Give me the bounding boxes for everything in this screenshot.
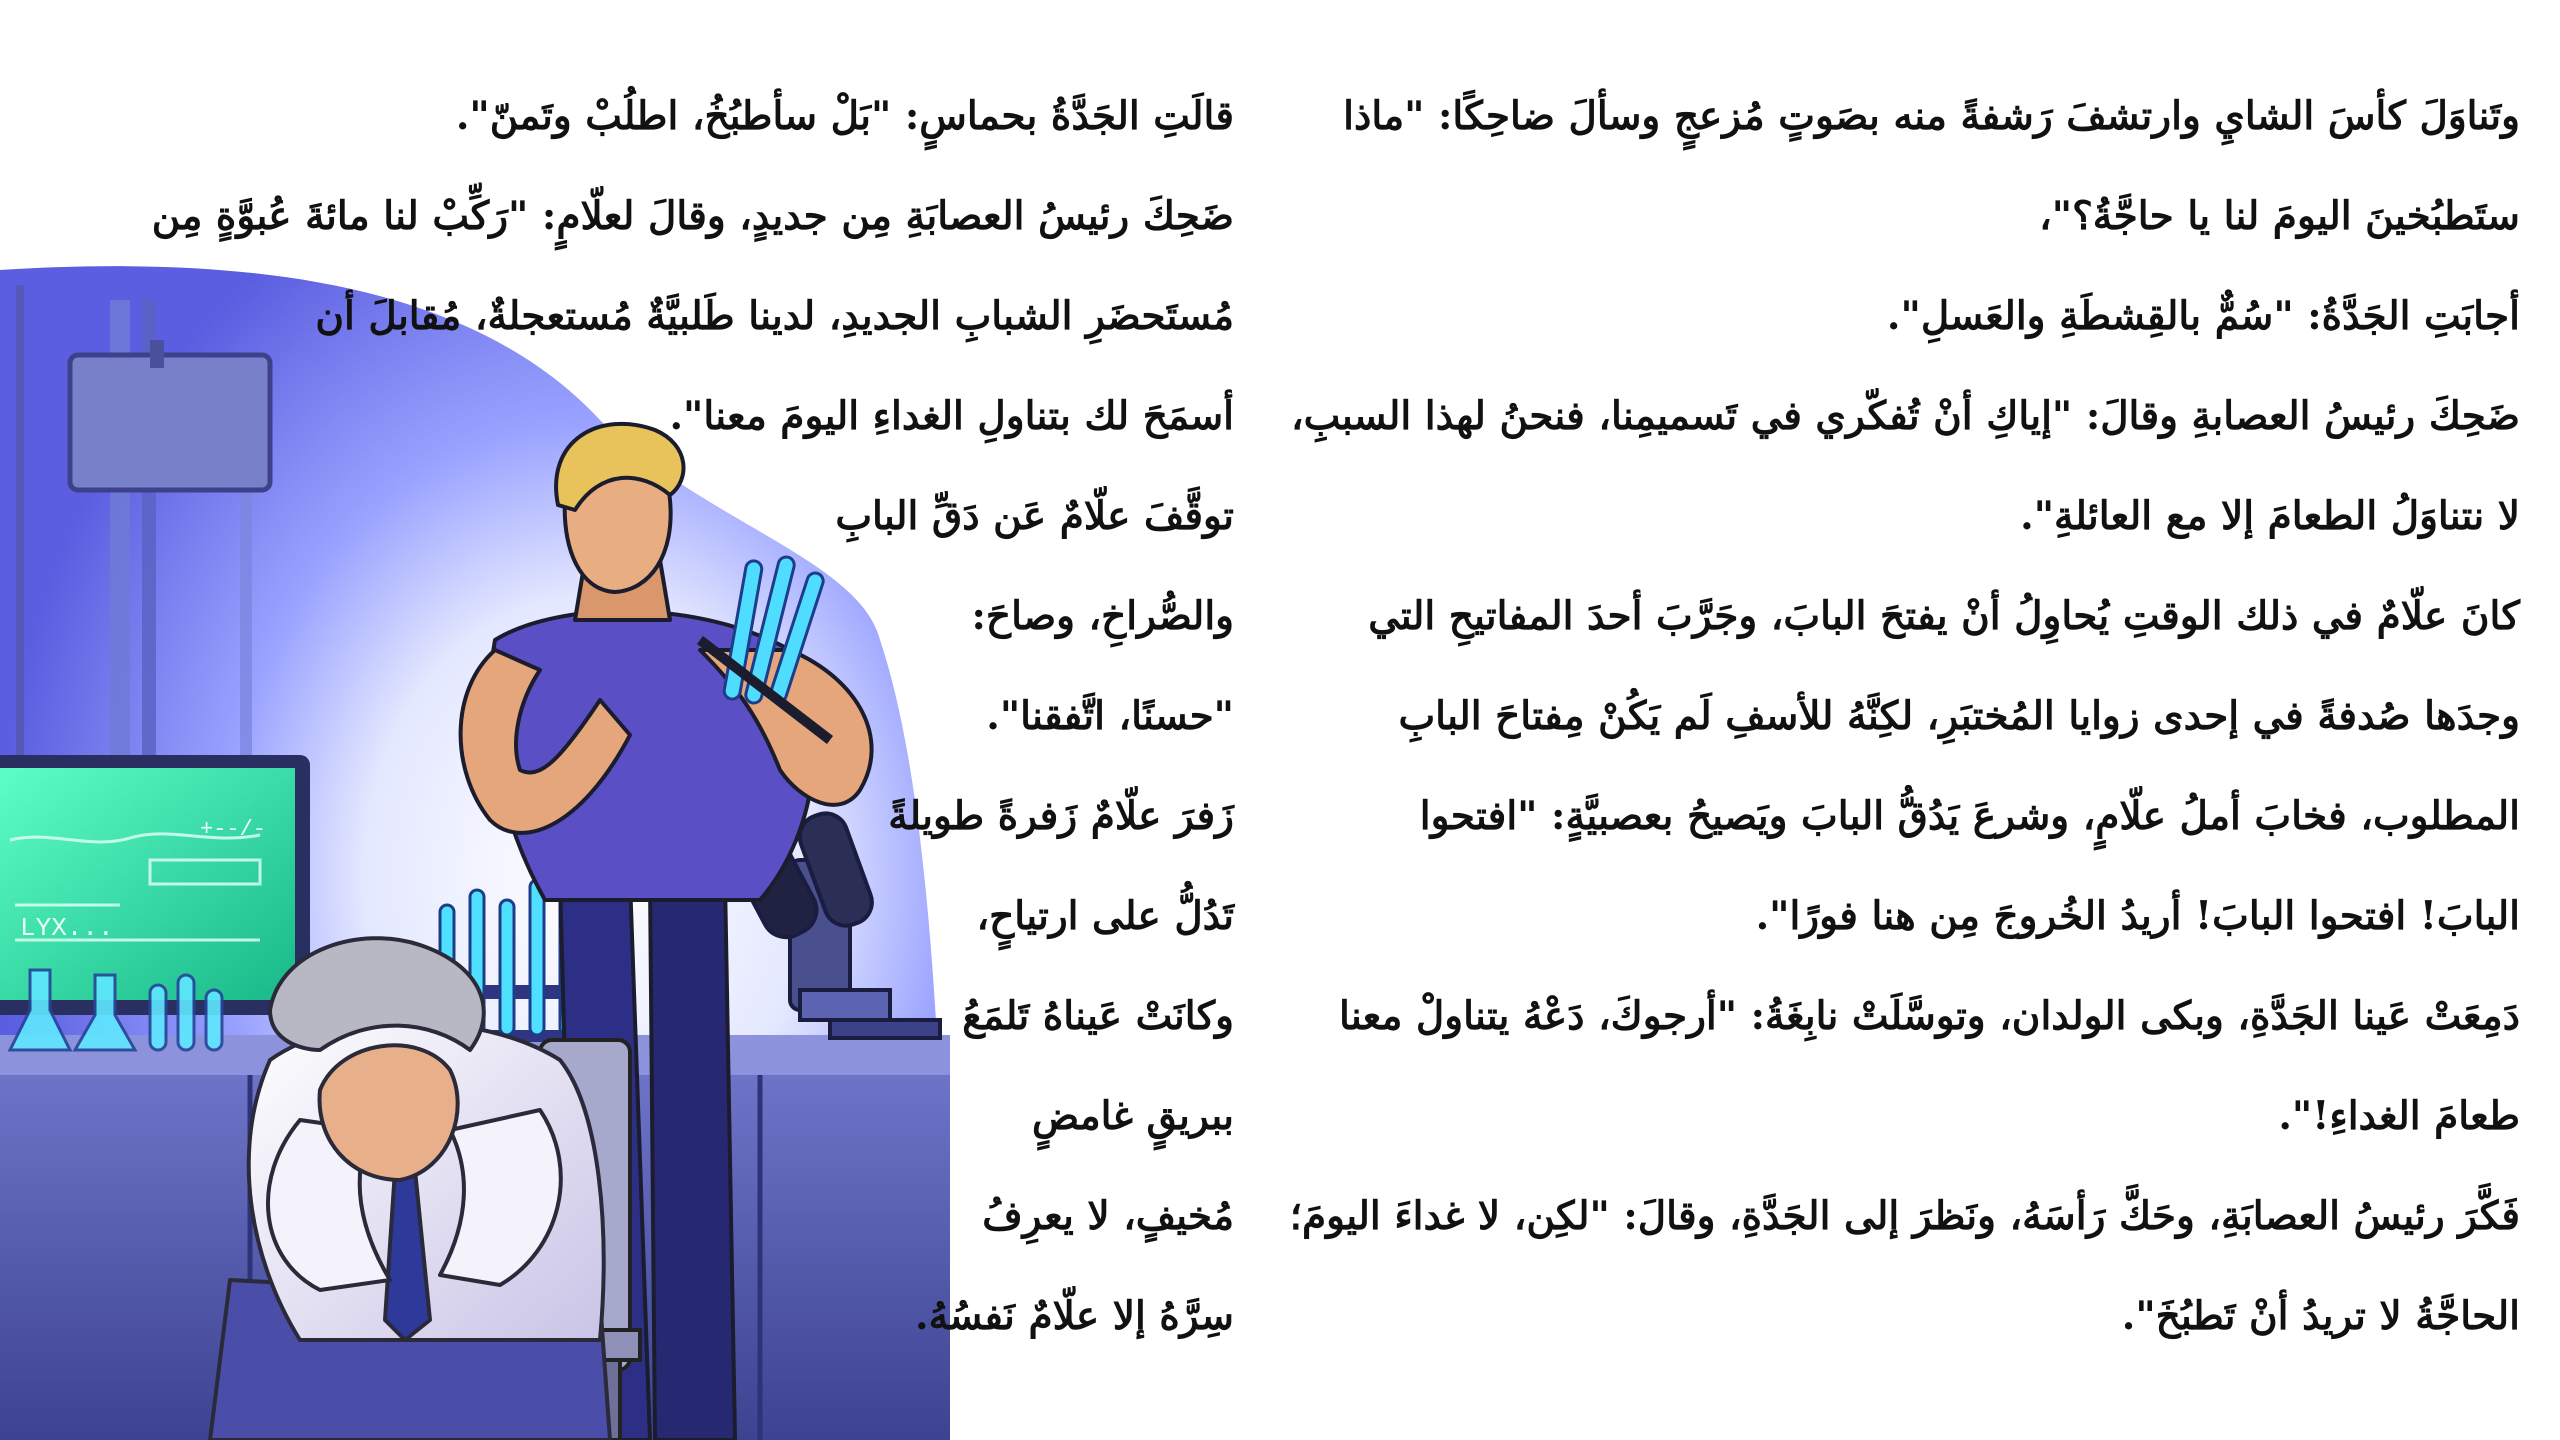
- left-line-1: قالَتِ الجَدَّةُ بحماسٍ: "بَلْ سأطبُخُ، اطلُبْ وتَمنّ".: [455, 93, 1234, 139]
- left-line-10: وكانَتْ عَيناهُ تَلمَعُ: [962, 993, 1234, 1039]
- right-line-2: ستَطبُخينَ اليومَ لنا يا حاجَّةُ؟"،: [2039, 193, 2520, 239]
- right-line-5: لا نتناوَلُ الطعامَ إلا مع العائلةِ".: [2020, 493, 2520, 539]
- right-line-3: أجابَتِ الجَدَّةُ: "سُمٌّ بالقِشطَةِ والعَسلِ".: [1886, 293, 2520, 339]
- right-line-7: وجدَها صُدفةً في إحدى زوايا المُختبَرِ، لكِنَّهُ للأسفِ لَم يَكُنْ مِفتاحَ البابِ: [1398, 693, 2520, 739]
- screen-symbols-text: +--/-: [200, 817, 267, 842]
- right-line-6: كانَ علّامٌ في ذلك الوقتِ يُحاوِلُ أنْ يفتحَ البابَ، وجَرَّبَ أحدَ المفاتيحِ التي: [1368, 593, 2520, 639]
- left-line-8: زَفرَ علّامٌ زَفرةً طويلةً: [888, 793, 1234, 839]
- left-line-12: مُخيفٍ، لا يعرِفُ: [982, 1193, 1234, 1239]
- left-line-3: مُستَحضَرِ الشبابِ الجديدِ، لدينا طَلبيَّةٌ مُستعجلةٌ، مُقابلَ أن: [315, 293, 1234, 339]
- left-line-6: والصُّراخِ، وصاحَ:: [971, 593, 1234, 639]
- left-page-text: [34, 66, 1234, 1366]
- left-line-5: توقَّفَ علّامٌ عَن دَقِّ البابِ: [835, 493, 1234, 539]
- right-line-10: دَمِعَتْ عَينا الجَدَّةِ، وبكى الولدان، وتوسَّلَتْ نابِغَةُ: "أرجوكَ، دَعْهُ يتناولْ معنا: [1339, 993, 2520, 1039]
- left-line-7: "حسنًا، اتَّفقنا".: [986, 693, 1234, 739]
- left-line-9: تَدُلُّ على ارتياحٍ،: [976, 893, 1234, 939]
- left-line-2: ضَحِكَ رئيسُ العصابَةِ مِن جديدٍ، وقالَ لعلّامٍ: "رَكِّبْ لنا مائةَ عُبوَّةٍ مِن: [151, 193, 1234, 239]
- right-line-1: وتَناوَلَ كأسَ الشايِ وارتشفَ رَشفةً منه بصَوتٍ مُزعجٍ وسألَ ضاحِكًا: "ماذا: [1343, 93, 2520, 139]
- right-line-8: المطلوب، فخابَ أملُ علّامٍ، وشرعَ يَدُقُّ البابَ ويَصيحُ بعصبيَّةٍ: "افتحوا: [1419, 793, 2520, 839]
- right-line-9: البابَ! افتحوا البابَ! أريدُ الخُروجَ مِن هنا فورًا".: [1755, 893, 2520, 939]
- right-line-12: فَكَّرَ رئيسُ العصابَةِ، وحَكَّ رَأسَهُ، ونَظرَ إلى الجَدَّةِ، وقالَ: "لكِن، لا غداءَ اليومَ؛: [1289, 1193, 2520, 1239]
- right-page-text: [1289, 66, 2520, 1366]
- right-line-13: الحاجَّةُ لا تريدُ أنْ تَطبُخَ".: [2121, 1293, 2520, 1339]
- screen-formula-text: LYX...: [20, 913, 114, 943]
- left-line-13: سِرَّهُ إلا علّامٌ نَفسُهُ.: [915, 1293, 1234, 1339]
- right-page: [1280, 0, 2560, 1440]
- right-line-11: طعامَ الغداءِ!".: [2278, 1093, 2520, 1139]
- left-line-4: أسمَحَ لك بتناولِ الغداءِ اليومَ معنا".: [669, 393, 1234, 439]
- right-line-4: ضَحِكَ رئيسُ العصابةِ وقالَ: "إياكِ أنْ تُفكّري في تَسميمِنا، فنحنُ لهذا السببِ،: [1291, 393, 2520, 439]
- left-line-11: ببريقٍ غامضٍ: [1031, 1093, 1234, 1139]
